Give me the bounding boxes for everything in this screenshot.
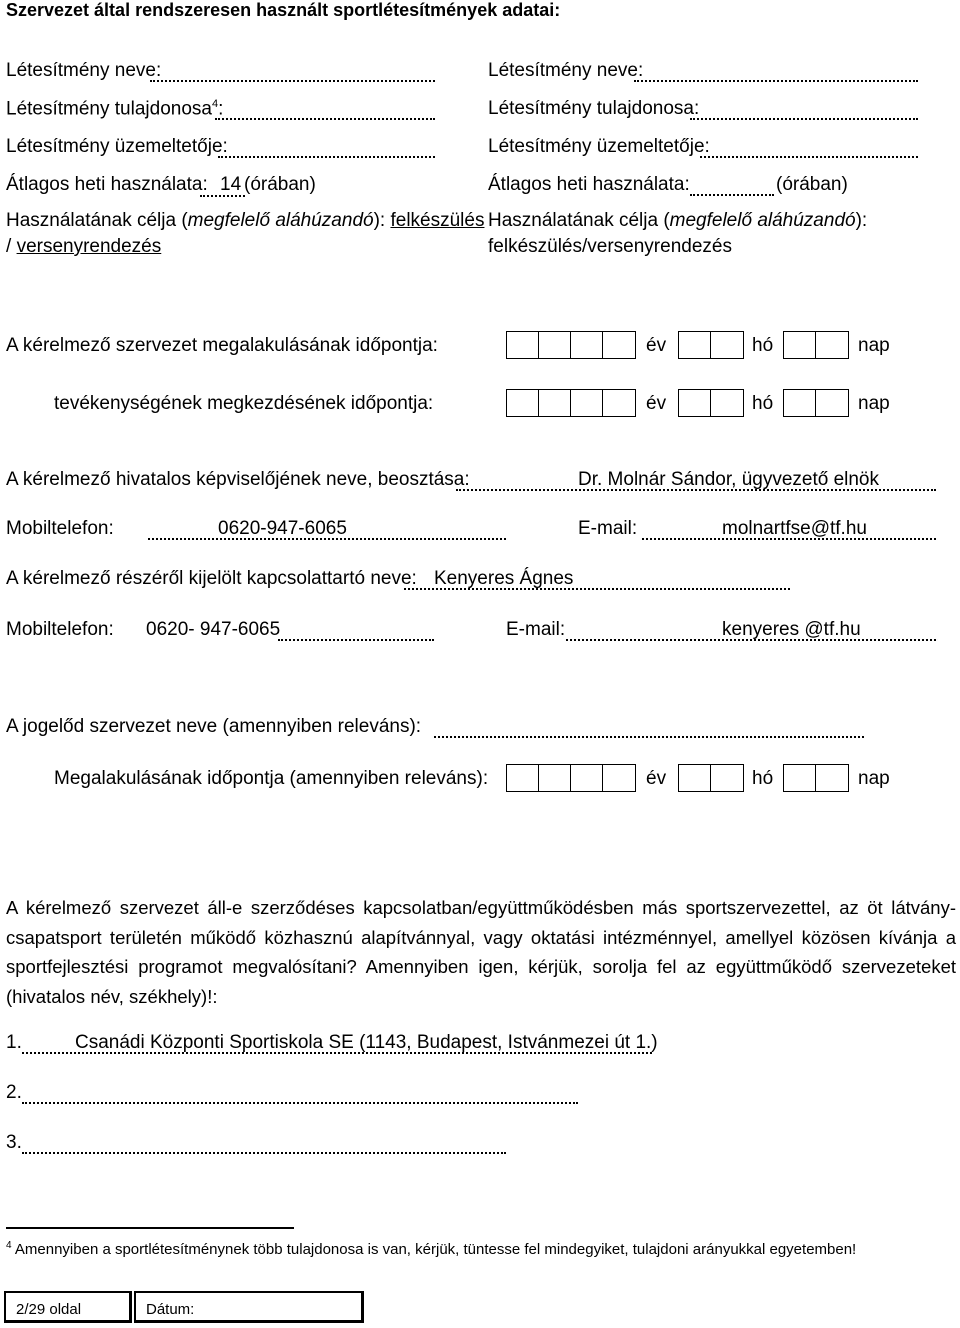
purpose-option-preparation[interactable]: felkészülés xyxy=(390,210,485,231)
contact-mobile-field[interactable] xyxy=(278,639,434,641)
facility-right-operator-field[interactable] xyxy=(700,156,918,158)
cooperation-item-1-num: 1. xyxy=(6,1032,22,1053)
predecessor-year-label: év xyxy=(646,768,667,789)
facility-right-name-field[interactable] xyxy=(634,80,918,82)
date-label: Dátum: xyxy=(146,1301,195,1318)
cooperation-paragraph xyxy=(6,893,956,1011)
activity-day-boxes[interactable] xyxy=(783,389,849,417)
facility-right-purpose-value[interactable]: felkészülés/versenyrendezés xyxy=(488,236,732,257)
predecessor-name-field[interactable] xyxy=(434,736,864,738)
cooperation-line-4: (hivatalos név, székhely)!: xyxy=(6,985,218,1007)
representative-mobile-label: Mobiltelefon: xyxy=(6,518,114,539)
predecessor-day-label: nap xyxy=(858,768,890,789)
representative-mobile-value: 0620-947-6065 xyxy=(218,518,347,539)
contact-mobile-label: Mobiltelefon: xyxy=(6,619,114,640)
facility-left-purpose-label: Használatának célja (megfelelő aláhúzandó): felkészülés xyxy=(6,210,485,231)
predecessor-day-boxes[interactable] xyxy=(783,764,849,792)
facility-right-operator-label: Létesítmény üzemeltetője: xyxy=(488,136,710,157)
predecessor-founding-label: Megalakulásának időpontja (amennyiben releváns): xyxy=(54,768,489,789)
cooperation-item-2-field[interactable] xyxy=(22,1102,578,1104)
founding-year-boxes[interactable] xyxy=(506,331,636,359)
activity-year-label: év xyxy=(646,393,667,414)
page-number: 2/29 oldal xyxy=(16,1301,82,1318)
activity-date-label: tevékenységének megkezdésének időpontja: xyxy=(54,393,434,414)
purpose-option-competition[interactable]: versenyrendezés xyxy=(16,236,162,257)
founding-day-boxes[interactable] xyxy=(783,331,849,359)
activity-month-label: hó xyxy=(752,393,774,414)
cooperation-item-3-field[interactable] xyxy=(22,1152,506,1154)
facility-left-weekly-field[interactable]: 14 xyxy=(200,174,245,197)
page-title: Szervezet által rendszeresen használt sportlétesítmények adatai: xyxy=(6,0,561,20)
founding-day-label: nap xyxy=(858,335,890,356)
facility-left-purpose-line2: / versenyrendezés xyxy=(6,236,162,257)
activity-year-boxes[interactable] xyxy=(506,389,636,417)
representative-value: Dr. Molnár Sándor, ügyvezető elnök xyxy=(578,469,880,490)
representative-email-value: molnartfse@tf.hu xyxy=(722,518,867,539)
activity-day-label: nap xyxy=(858,393,890,414)
representative-label: A kérelmező hivatalos képviselőjének neve, beosztása: xyxy=(6,469,470,490)
facility-left-name-label: Létesítmény neve: xyxy=(6,60,162,81)
facility-right-owner-label: Létesítmény tulajdonosa: xyxy=(488,98,700,119)
contact-value: Kenyeres Ágnes xyxy=(434,568,574,589)
footnote-separator xyxy=(6,1227,294,1229)
date-box[interactable] xyxy=(134,1291,364,1323)
predecessor-month-label: hó xyxy=(752,768,774,789)
cooperation-line-1: A kérelmező szervezet áll-e szerződéses kapcsolatban/együttműködésben más sportszervezettel, az öt látvány- xyxy=(6,897,956,918)
facility-left-weekly-label: Átlagos heti használata: xyxy=(6,174,208,195)
cooperation-line-3: sportfejlesztési programot megvalósítani? Amennyiben igen, kérjük, sorolja fel az együttműködő szervezeteket xyxy=(6,956,956,977)
contact-email-label: E-mail: xyxy=(506,619,566,640)
facility-right-owner-field[interactable] xyxy=(690,118,918,120)
facility-right-weekly-label: Átlagos heti használata: xyxy=(488,174,690,195)
contact-mobile-value: 0620- 947-6065 xyxy=(146,619,281,640)
cooperation-item-3-num: 3. xyxy=(6,1132,22,1153)
founding-month-label: hó xyxy=(752,335,774,356)
contact-email-value: kenyeres @tf.hu xyxy=(722,619,861,640)
cooperation-line-2: csapatsport területén működő közhasznú alapítvánnyal, vagy oktatási intézménnyel, amellyel közösen kívánja a xyxy=(6,926,956,948)
cooperation-item-2-num: 2. xyxy=(6,1082,22,1103)
facility-left-weekly-unit: (órában) xyxy=(244,174,316,195)
facility-left-owner-field[interactable] xyxy=(215,118,435,120)
facility-right-purpose-label: Használatának célja (megfelelő aláhúzandó): xyxy=(488,210,868,231)
predecessor-name-label: A jogelőd szervezet neve (amennyiben releváns): xyxy=(6,716,422,737)
predecessor-year-boxes[interactable] xyxy=(506,764,636,792)
facility-left-owner-label: Létesítmény tulajdonosa$^4$: xyxy=(6,98,224,120)
facility-left-operator-label: Létesítmény üzemeltetője: xyxy=(6,136,228,157)
founding-year-label: év xyxy=(646,335,667,356)
representative-email-label: E-mail: xyxy=(578,518,638,539)
footnote: $^4$ Amennyiben a sportlétesítménynek több tulajdonosa is van, kérjük, tüntesse fel mindegyiket, tulajdoni arányukkal egyetemben! xyxy=(6,1240,857,1258)
predecessor-month-boxes[interactable] xyxy=(678,764,744,792)
facility-right-weekly-field[interactable] xyxy=(690,194,774,196)
page-number-box xyxy=(4,1291,132,1323)
activity-month-boxes[interactable] xyxy=(678,389,744,417)
facility-right-name-label: Létesítmény neve: xyxy=(488,60,644,81)
founding-date-label: A kérelmező szervezet megalakulásának időpontja: xyxy=(6,335,438,356)
facility-right-weekly-unit: (órában) xyxy=(776,174,848,195)
founding-month-boxes[interactable] xyxy=(678,331,744,359)
facility-left-operator-field[interactable] xyxy=(218,156,435,158)
cooperation-item-1-value: Csanádi Központi Sportiskola SE (1143, Budapest, Istvánmezei út 1.) xyxy=(75,1032,658,1053)
facility-left-name-field[interactable] xyxy=(150,80,435,82)
contact-label: A kérelmező részéről kijelölt kapcsolattartó neve: xyxy=(6,568,417,589)
